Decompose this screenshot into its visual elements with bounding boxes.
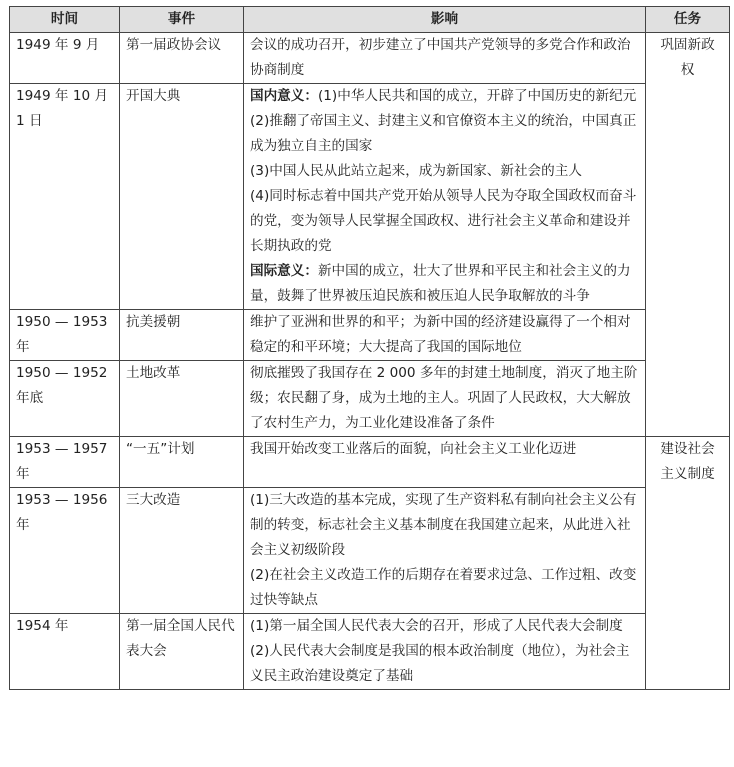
task-cell-consolidate: 巩固新政权 (646, 33, 730, 437)
impact-text: 新中国的成立，壮大了世界和平民主和社会主义的力量，鼓舞了世界被压迫民族和被压迫人民争取解放的斗争 (250, 263, 631, 304)
header-impact: 影响 (244, 7, 646, 33)
time-cell: 1954 年 (10, 614, 120, 690)
table-row (10, 614, 730, 690)
time-cell: 1950 — 1952 年底 (10, 361, 120, 437)
impact-cell (244, 488, 646, 614)
event-cell: 第一届政协会议 (120, 33, 244, 84)
impact-text: (4)同时标志着中国共产党开始从领导人民为夺取全国政权而奋斗的党，变为领导人民掌握全国政权、进行社会主义革命和建设并长期执政的党 (250, 188, 637, 254)
domestic-label: 国内意义： (250, 88, 318, 104)
event-cell: “一五”计划 (120, 437, 244, 488)
time-cell: 1949 年 10 月 1 日 (10, 84, 120, 310)
event-cell: 开国大典 (120, 84, 244, 310)
table-row (10, 310, 730, 361)
impact-cell (244, 84, 646, 310)
impact-text: (3)中国人民从此站立起来，成为新国家、新社会的主人 (250, 163, 582, 179)
international-significance (250, 259, 639, 309)
header-event: 事件 (120, 7, 244, 33)
table-row (10, 33, 730, 84)
table-row (10, 361, 730, 437)
table-row (10, 437, 730, 488)
impact-text: (2)推翻了帝国主义、封建主义和官僚资本主义的统治，中国真正成为独立自主的国家 (250, 113, 637, 154)
impact-cell (244, 614, 646, 690)
impact-text: (2)在社会主义改造工作的后期存在着要求过急、工作过粗、改变过快等缺点 (250, 567, 637, 608)
time-cell: 1950 — 1953 年 (10, 310, 120, 361)
event-cell: 抗美援朝 (120, 310, 244, 361)
event-cell: 土地改革 (120, 361, 244, 437)
domestic-significance (250, 84, 639, 109)
impact-text: 彻底摧毁了我国存在 2 000 多年的封建土地制度，消灭了地主阶级；农民翻了身，成为土地的主人。巩固了人民政权，大大解放了农村生产力，为工业化建设准备了条件 (250, 365, 638, 431)
impact-cell (244, 361, 646, 437)
impact-text: (2)人民代表大会制度是我国的根本政治制度（地位），为社会主义民主政治建设奠定了基础 (250, 643, 630, 684)
impact-text: 维护了亚洲和世界的和平；为新中国的经济建设赢得了一个相对稳定的和平环境；大大提高了我国的国际地位 (250, 314, 631, 355)
header-task: 任务 (646, 7, 730, 33)
header-time: 时间 (10, 7, 120, 33)
impact-text: (1)三大改造的基本完成，实现了生产资料私有制向社会主义公有制的转变，标志社会主义基本制度在我国建立起来，从此进入社会主义初级阶段 (250, 492, 637, 558)
impact-text: (1)中华人民共和国的成立，开辟了中国历史的新纪元 (317, 88, 637, 104)
impact-text: 会议的成功召开，初步建立了中国共产党领导的多党合作和政治协商制度 (250, 37, 631, 78)
time-cell: 1949 年 9 月 (10, 33, 120, 84)
impact-cell (244, 33, 646, 84)
table-row (10, 84, 730, 310)
history-table (9, 6, 730, 690)
impact-text: (1)第一届全国人民代表大会的召开，形成了人民代表大会制度 (250, 618, 623, 634)
impact-cell (244, 437, 646, 488)
table-row (10, 488, 730, 614)
task-cell-build: 建设社会主义制度 (646, 437, 730, 690)
event-cell: 第一届全国人民代表大会 (120, 614, 244, 690)
impact-text: 我国开始改变工业落后的面貌，向社会主义工业化迈进 (250, 441, 577, 457)
time-cell: 1953 — 1956 年 (10, 488, 120, 614)
impact-cell (244, 310, 646, 361)
event-cell: 三大改造 (120, 488, 244, 614)
intl-label: 国际意义： (250, 263, 318, 279)
time-cell: 1953 — 1957 年 (10, 437, 120, 488)
header-row (10, 7, 730, 33)
